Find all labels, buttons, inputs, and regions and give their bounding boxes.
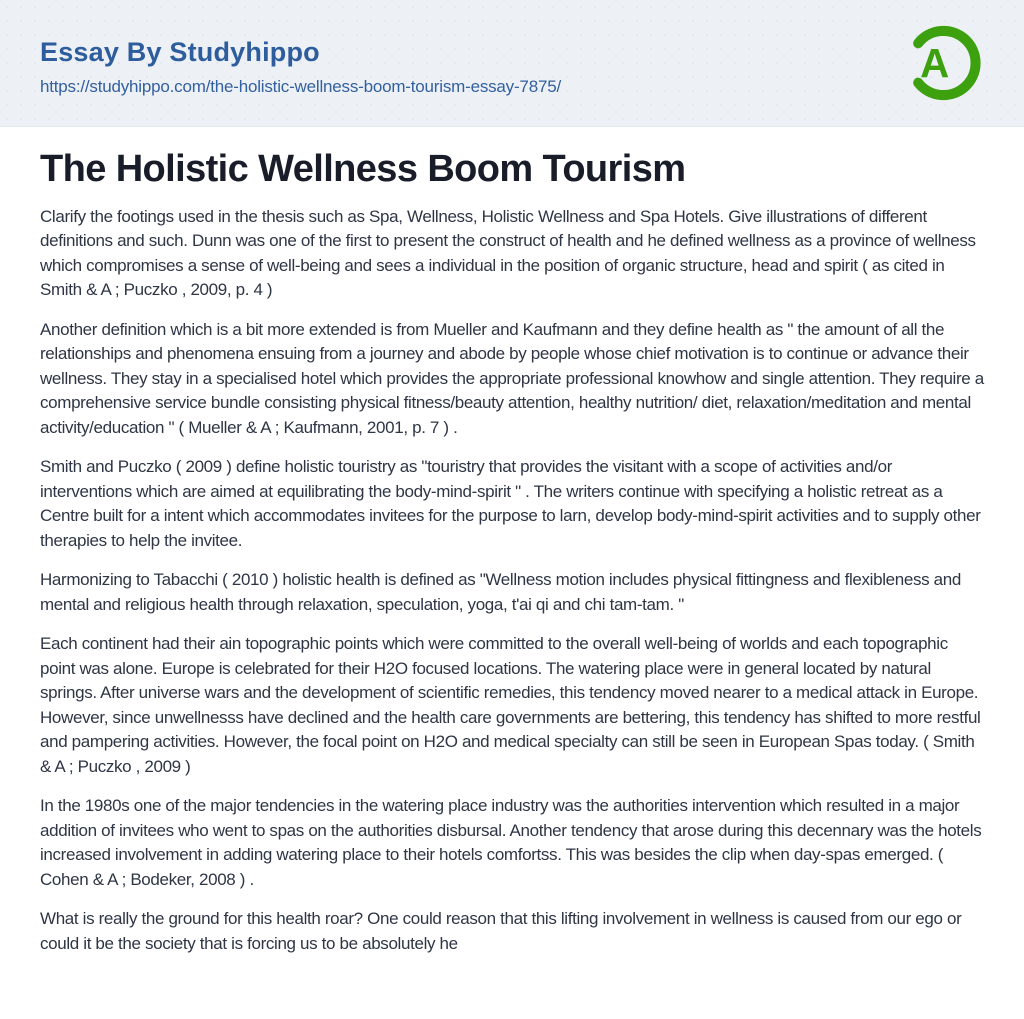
essay-paragraph-6: In the 1980s one of the major tendencies in the watering place industry was the authorities intervention which resulted in a major addition of invitees who went to spas on the authorities disbursal. Another tendency that arose during this decennary was the hotels increased involvement in adding watering place to their hotels comfortss. This was besides the clip when day-spas emerged. ( Cohen & A ; Bodeker, 2008 ) .	[40, 796, 982, 889]
essay-paragraph-4: Harmonizing to Tabacchi ( 2010 ) holistic health is defined as "Wellness motion includes physical fittingness and flexibleness and mental and religious health through relaxation, speculation, yoga, t'ai qi and chi tam-tam. "	[40, 570, 961, 614]
essay-paragraph-5: Each continent had their ain topographic points which were committed to the overall well-being of worlds and each topographic point was alone. Europe is celebrated for their H2O focused locations. The watering place were in general located by natural springs. After universe wars and the development of scientific remedies, this tendency moved nearer to a medical attack in Europe. However, since unwellnesss have declined and the health care governments are bettering, this tendency has shifted to more restful and pampering activities. However, the focal point on H2O and medical specialty can still be seen in European Spas today. ( Smith & A ; Puczko , 2009 )	[40, 634, 981, 776]
essay-content	[0, 127, 1024, 956]
studyhippo-logo	[898, 16, 986, 110]
essay-paragraph-7: What is really the ground for this health roar? One could reason that this lifting involvement in wellness is caused from our ego or could it be the society that is forcing us to be absolutely he	[40, 909, 962, 953]
header-text-block	[40, 36, 561, 97]
logo-arc-icon	[898, 16, 986, 110]
essay-title: The Holistic Wellness Boom Tourism	[40, 148, 686, 190]
logo-letter: A	[920, 40, 950, 86]
essay-paragraph-1: Clarify the footings used in the thesis such as Spa, Wellness, Holistic Wellness and Spa Hotels. Give illustrations of different definitions and such. Dunn was one of the first to present the construct of health and he defined wellness as a province of wellness which compromises a sense of well-being and sees a individual in the position of organic structure, head and spirit ( as cited in Smith & A ; Puczko , 2009, p. 4 )	[40, 206, 976, 300]
essay-paragraph-2: Another definition which is a bit more extended is from Mueller and Kaufmann and they define health as " the amount of all the relationships and phenomena ensuing from a journey and abode by people whose chief motivation is to continue or advance their wellness. They stay in a specialised hotel which provides the appropriate professional knowhow and single attention. They require a comprehensive service bundle consisting physical fitness/beauty attention, healthy nutrition/ diet, relaxation/meditation and mental activity/education " ( Mueller & A ; Kaufmann, 2001, p. 7 ) .	[40, 319, 984, 437]
page-header	[0, 0, 1024, 127]
essay-paragraph-3: Smith and Puczko ( 2009 ) define holistic touristry as "touristry that provides the visitant with a scope of activities and/or interventions which are aimed at equilibrating the body-mind-spirit " . The writers continue with specifying a holistic retreat as a Centre built for a intent which accommodates invitees for the purpose to larn, develop body-mind-spirit activities and to supply other therapies to help the invitee.	[40, 457, 981, 550]
site-title: Essay By Studyhippo	[40, 37, 320, 67]
essay-url-link[interactable]: https://studyhippo.com/the-holistic-wellness-boom-tourism-essay-7875/	[40, 77, 561, 97]
